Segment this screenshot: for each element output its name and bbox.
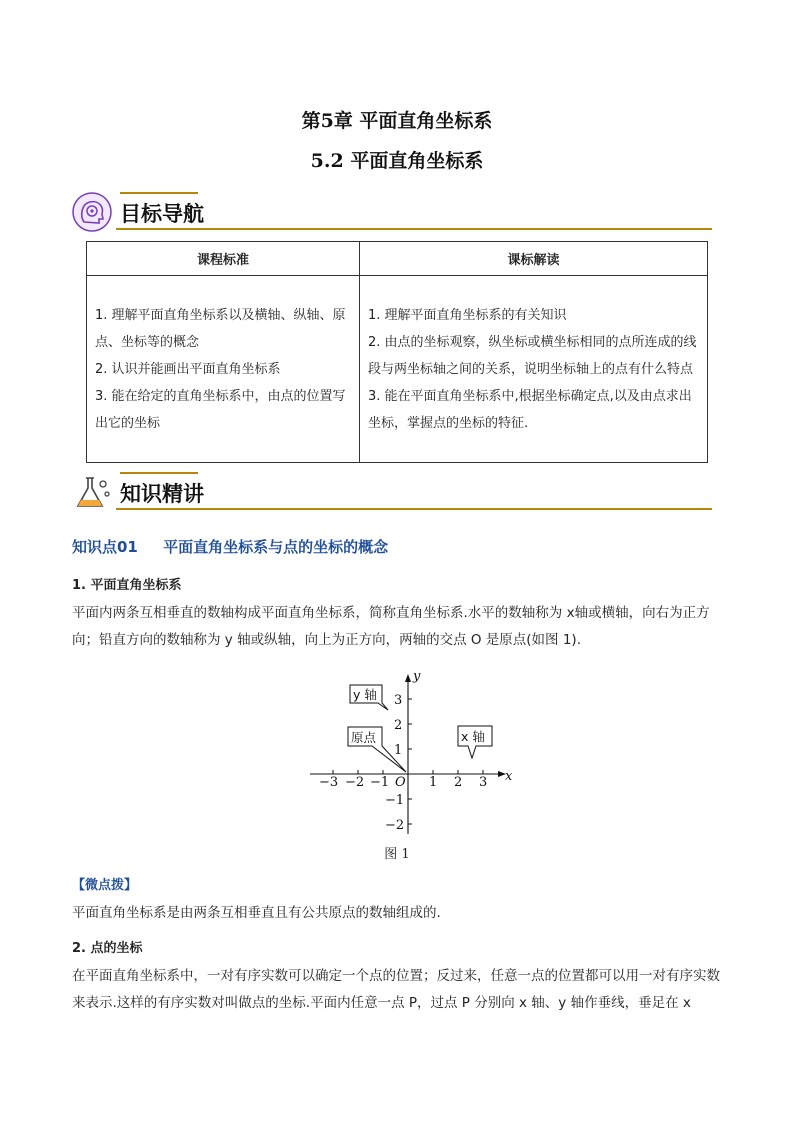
table-cell-interpretation — [360, 276, 708, 463]
section-title: 5.2 平面直角坐标系 — [310, 150, 484, 172]
x-axis-callout: x 轴 — [461, 729, 485, 744]
knowledge-point-name: 平面直角坐标系与点的坐标的概念 — [163, 538, 389, 556]
flask-icon — [72, 472, 112, 512]
coordinate-system-figure — [300, 664, 530, 840]
figure-caption: 图 1 — [384, 847, 410, 862]
section-header-navigation — [72, 192, 712, 234]
y-tick-label: 2 — [394, 718, 403, 733]
curriculum-table — [86, 241, 708, 463]
subheading: 1. 平面直角坐标系 — [72, 578, 182, 593]
section-label: 知识精讲 — [120, 482, 204, 506]
table-header: 课标解读 — [360, 242, 708, 276]
paragraph: 在平面直角坐标系中，一对有序实数可以确定一个点的位置；反过来，任意一点的位置都可以用一对有序实数来表示.这样的有序实数对叫做点的坐标.平面内任意一点 P，过点 P 分别向 x 轴、y 轴作垂线，垂足在 x — [72, 968, 720, 1011]
origin-callout: 原点 — [351, 730, 377, 745]
y-axis-callout: y 轴 — [353, 687, 377, 702]
list-item: 3. 能在平面直角坐标系中,根据坐标确定点,以及由点求出坐标，掌握点的坐标的特征. — [368, 388, 692, 431]
y-tick-label: 1 — [394, 743, 403, 758]
x-tick-label: −1 — [370, 775, 390, 790]
y-tick-label: 3 — [394, 693, 403, 708]
section-label: 目标导航 — [120, 202, 204, 226]
x-tick-label: 1 — [429, 775, 438, 790]
subheading: 2. 点的坐标 — [72, 941, 143, 956]
x-tick-label: 2 — [454, 775, 463, 790]
table-cell-standards — [87, 276, 360, 463]
section-header-knowledge — [72, 472, 712, 514]
paragraph: 平面内两条互相垂直的数轴构成平面直角坐标系，简称直角坐标系.水平的数轴称为 x轴或横轴，向右为正方向；铅直方向的数轴称为 y 轴或纵轴，向上为正方向，两轴的交点 O 是原点(如图 1). — [72, 605, 710, 648]
knowledge-point-number: 知识点01 — [72, 538, 138, 556]
list-item: 1. 理解平面直角坐标系的有关知识 — [368, 307, 567, 323]
tip-label: 【微点拨】 — [72, 878, 138, 893]
origin-label: O — [395, 775, 406, 790]
x-tick-label: −3 — [319, 775, 339, 790]
y-axis-label: y — [413, 669, 421, 684]
x-tick-label: −2 — [345, 775, 365, 790]
knowledge-point-title — [72, 536, 388, 557]
list-item: 2. 由点的坐标观察，纵坐标或横坐标相同的点所连成的线段与两坐标轴之间的关系，说明坐标轴上的点有什么特点 — [368, 334, 697, 377]
y-tick-label: −1 — [385, 793, 405, 808]
x-axis-label: x — [505, 769, 513, 784]
table-header: 课程标准 — [87, 242, 360, 276]
list-item: 1. 理解平面直角坐标系以及横轴、纵轴、原点、坐标等的概念 — [95, 307, 346, 350]
list-item: 2. 认识并能画出平面直角坐标系 — [95, 361, 281, 377]
list-item: 3. 能在给定的直角坐标系中，由点的位置写出它的坐标 — [95, 388, 346, 431]
x-tick-label: 3 — [479, 775, 488, 790]
tip-text: 平面直角坐标系是由两条互相垂直且有公共原点的数轴组成的. — [72, 905, 441, 921]
chapter-title: 第5章 平面直角坐标系 — [301, 110, 493, 132]
y-tick-label: −2 — [385, 818, 405, 833]
brain-head-icon — [72, 192, 112, 232]
